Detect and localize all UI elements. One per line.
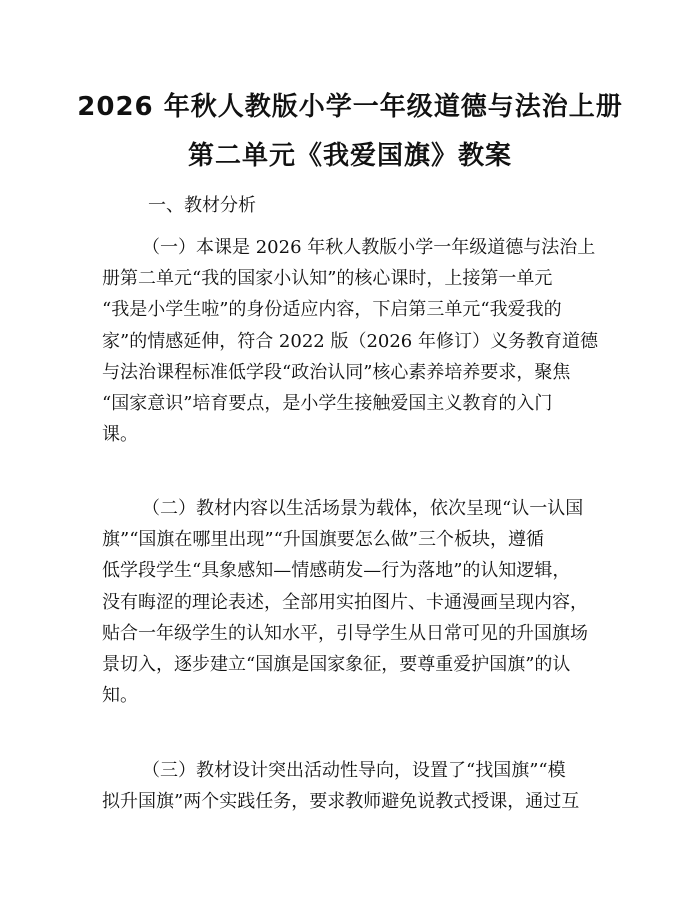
paragraph-line: 没有晦涩的理论表述，全部用实拍图片、卡通漫画呈现内容， bbox=[102, 591, 588, 613]
paragraph-line: 家”的情感延伸，符合 2022 版（2026 年修订）义务教育道德 bbox=[102, 330, 598, 352]
paragraph-line: 拟升国旗”两个实践任务，要求教师避免说教式授课，通过互 bbox=[102, 791, 580, 813]
paragraph-line: 知。 bbox=[102, 685, 138, 707]
paragraph-line: 册第二单元“我的国家小认知”的核心课时，上接第一单元 bbox=[102, 268, 553, 290]
document-title-line-2: 第二单元《我爱国旗》教案 bbox=[187, 141, 512, 171]
paragraph-line: （一）本课是 2026 年秋人教版小学一年级道德与法治上 bbox=[142, 237, 596, 258]
paragraph-line: 与法治课程标准低学段“政治认同”核心素养培养要求，聚焦 bbox=[102, 361, 571, 383]
paragraph-2 bbox=[102, 493, 612, 711]
paragraph-line: 景切入，逐步建立“国旗是国家象征，要尊重爱护国旗”的认 bbox=[102, 653, 571, 675]
paragraph-line: （二）教材内容以生活场景为载体，依次呈现“认一认国 bbox=[142, 498, 584, 519]
paragraph-line: “国家意识”培育要点，是小学生接触爱国主义教育的入门 bbox=[102, 392, 553, 414]
paragraph-line: （三）教材设计突出活动性导向，设置了“找国旗”“模 bbox=[142, 760, 566, 781]
paragraph-line: 旗”“国旗在哪里出现”“升国旗要怎么做”三个板块，遵循 bbox=[102, 529, 545, 551]
paragraph-line: 低学段学生“具象感知—情感萌发—行为落地”的认知逻辑， bbox=[102, 560, 571, 582]
paragraph-line: 课。 bbox=[102, 424, 138, 446]
section-heading: 一、教材分析 bbox=[148, 195, 256, 216]
document-title-line-1: 2026 年秋人教版小学一年级道德与法治上册 bbox=[77, 92, 623, 122]
paragraph-line: 贴合一年级学生的认知水平，引导学生从日常可见的升国旗场 bbox=[102, 622, 588, 644]
paragraph-line: “我是小学生啦”的身份适应内容，下启第三单元“我爱我的 bbox=[102, 299, 562, 321]
paragraph-1 bbox=[102, 232, 612, 450]
paragraph-3 bbox=[102, 755, 612, 817]
